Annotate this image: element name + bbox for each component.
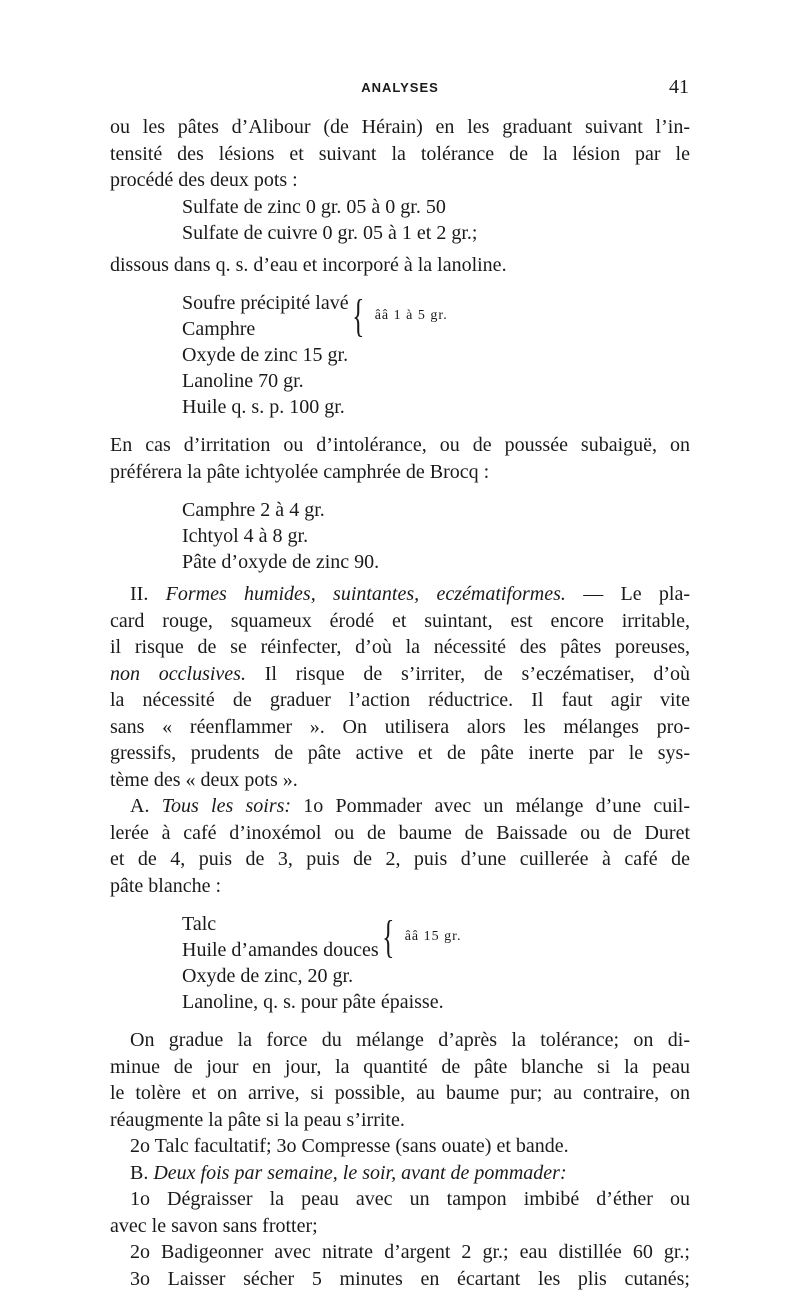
text-line: et de 4, puis de 3, puis de 2, puis d’une cuillerée à café de xyxy=(110,846,690,873)
recipe-line: Oxyde de zinc, 20 gr. xyxy=(110,963,690,989)
text-line: ou les pâtes d’Alibour (de Hérain) en les graduant suivant l’in- xyxy=(110,114,690,141)
recipe-brace-group xyxy=(110,911,690,963)
text-line: réaugmente la pâte si la peau s’irrite. xyxy=(110,1107,690,1134)
text-line: II. Formes humides, suintantes, eczématiformes. — Le pla- xyxy=(110,581,690,608)
recipe-brace-group xyxy=(110,290,690,342)
page-number: 41 xyxy=(669,76,689,99)
text-line: préférera la pâte ichtyolée camphrée de Brocq : xyxy=(110,459,690,486)
text-line: minue de jour en jour, la quantité de pâte blanche si la peau xyxy=(110,1054,690,1081)
text-line: le tolère et on arrive, si possible, au baume pur; au contraire, on xyxy=(110,1080,690,1107)
recipe-line: Huile d’amandes douces xyxy=(182,937,379,963)
recipe-line: Soufre précipité lavé xyxy=(182,290,349,316)
recipe-line: Talc xyxy=(182,911,379,937)
running-header: ANALYSES xyxy=(0,80,800,95)
text-line: B. Deux fois par semaine, le soir, avant de pommader: xyxy=(110,1160,690,1187)
recipe-line: Lanoline 70 gr. xyxy=(110,368,690,394)
recipe-line: Oxyde de zinc 15 gr. xyxy=(110,342,690,368)
recipe-line: Sulfate de cuivre 0 gr. 05 à 1 et 2 gr.; xyxy=(110,220,690,246)
recipe-quantity: ââ 15 gr. xyxy=(405,924,462,950)
recipe-line: Lanoline, q. s. pour pâte épaisse. xyxy=(110,989,690,1015)
text-line: En cas d’irritation ou d’intolérance, ou de poussée subaiguë, on xyxy=(110,432,690,459)
text-line: 2o Talc facultatif; 3o Compresse (sans ouate) et bande. xyxy=(110,1133,690,1160)
text-line: On gradue la force du mélange d’après la tolérance; on di- xyxy=(110,1027,690,1054)
recipe-line: Pâte d’oxyde de zinc 90. xyxy=(110,549,690,575)
recipe-line: Camphre xyxy=(182,316,349,342)
body-text xyxy=(110,114,690,1292)
text-line: 2o Badigeonner avec nitrate d’argent 2 gr.; eau distillée 60 gr.; xyxy=(110,1239,690,1266)
text-line: tensité des lésions et suivant la tolérance de la lésion par le xyxy=(110,141,690,168)
text-line: sans « réenflammer ». On utilisera alors les mélanges pro- xyxy=(110,714,690,741)
text-line: non occlusives. Il risque de s’irriter, de s’eczématiser, d’où xyxy=(110,661,690,688)
recipe-line: Ichtyol 4 à 8 gr. xyxy=(110,523,690,549)
text-line: 1o Dégraisser la peau avec un tampon imbibé d’éther ou xyxy=(110,1186,690,1213)
text-line: la nécessité de graduer l’action réductrice. Il faut agir vite xyxy=(110,687,690,714)
text-line: gressifs, prudents de pâte active et de pâte inerte par le sys- xyxy=(110,740,690,767)
section-heading: Formes humides, suintantes, eczématiformes. xyxy=(166,583,566,605)
recipe-line: Camphre 2 à 4 gr. xyxy=(110,497,690,523)
text-line: A. Tous les soirs: 1o Pommader avec un mélange d’une cuil- xyxy=(110,793,690,820)
brace-icon: { xyxy=(379,914,399,960)
text-line: 3o Laisser sécher 5 minutes en écartant les plis cutanés; xyxy=(110,1266,690,1292)
text-line: tème des « deux pots ». xyxy=(110,767,690,794)
brace-icon: { xyxy=(349,293,369,339)
recipe-line: Sulfate de zinc 0 gr. 05 à 0 gr. 50 xyxy=(110,194,690,220)
text-line: avec le savon sans frotter; xyxy=(110,1213,690,1240)
text-line: lerée à café d’inoxémol ou de baume de Baissade ou de Duret xyxy=(110,820,690,847)
text-line: procédé des deux pots : xyxy=(110,167,690,194)
text-line: dissous dans q. s. d’eau et incorporé à la lanoline. xyxy=(110,252,690,279)
text-line: il risque de se réinfecter, d’où la nécessité des pâtes poreuses, xyxy=(110,634,690,661)
recipe-quantity: ââ 1 à 5 gr. xyxy=(375,303,448,329)
recipe-line: Huile q. s. p. 100 gr. xyxy=(110,394,690,420)
text-line: pâte blanche : xyxy=(110,873,690,900)
text-line: card rouge, squameux érodé et suintant, est encore irritable, xyxy=(110,608,690,635)
